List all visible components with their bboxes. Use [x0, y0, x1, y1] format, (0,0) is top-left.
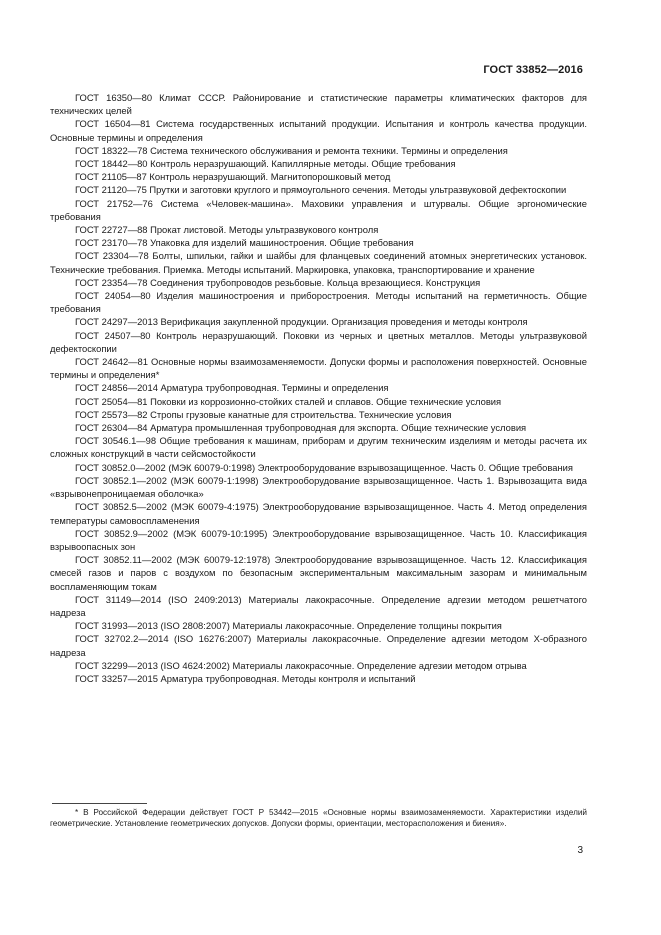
- reference-item: ГОСТ 30852.9—2002 (МЭК 60079-10:1995) Электрооборудование взрывозащищенное. Часть 10. Классификация взрывоопасных зон: [50, 527, 587, 552]
- reference-item: ГОСТ 30852.5—2002 (МЭК 60079-4:1975) Электрооборудование взрывозащищенное. Часть 4. Метод определения температуры самовоспламенения: [50, 501, 587, 526]
- normative-references-list: [50, 91, 587, 685]
- reference-item: ГОСТ 25054—81 Поковки из коррозионно-стойких сталей и сплавов. Общие технические условия: [75, 395, 502, 407]
- reference-item: ГОСТ 18322—78 Система технического обслуживания и ремонта техники. Термины и определения: [75, 144, 508, 156]
- reference-item: ГОСТ 23354—78 Соединения трубопроводов резьбовые. Кольца врезающиеся. Конструкция: [75, 276, 481, 288]
- reference-item: ГОСТ 32299—2013 (ISO 4624:2002) Материалы лакокрасочные. Определение адгезии методом отрыва: [75, 659, 527, 671]
- document-header: ГОСТ 33852—2016: [483, 64, 583, 76]
- page-number: 3: [577, 845, 583, 856]
- reference-item: ГОСТ 21120—75 Прутки и заготовки круглого и прямоугольного сечения. Методы ультразвуковой дефектоскопии: [75, 184, 567, 196]
- reference-item: ГОСТ 31149—2014 (ISO 2409:2013) Материалы лакокрасочные. Определение адгезии методом решетчатого надреза: [50, 593, 587, 618]
- reference-item: ГОСТ 24054—80 Изделия машиностроения и приборостроения. Методы испытаний на герметичность. Общие требования: [50, 290, 587, 315]
- reference-item: ГОСТ 30546.1—98 Общие требования к машинам, приборам и другим техническим изделиям и методы расчета их сложных конструкций в части сейсмостойкости: [50, 435, 587, 460]
- reference-item: ГОСТ 26304—84 Арматура промышленная трубопроводная для экспорта. Общие технические условия: [75, 422, 527, 434]
- reference-item: ГОСТ 16504—81 Система государственных испытаний продукции. Испытания и контроль качества продукции. Основные термины и определения: [50, 118, 587, 143]
- reference-item: ГОСТ 33257—2015 Арматура трубопроводная. Методы контроля и испытаний: [75, 672, 416, 684]
- reference-item: ГОСТ 31993—2013 (ISO 2808:2007) Материалы лакокрасочные. Определение толщины покрытия: [75, 620, 502, 632]
- reference-item: ГОСТ 30852.0—2002 (МЭК 60079-0:1998) Электрооборудование взрывозащищенное. Часть 0. Общие требования: [75, 461, 573, 473]
- reference-item: ГОСТ 23170—78 Упаковка для изделий машиностроения. Общие требования: [75, 237, 414, 249]
- reference-item: ГОСТ 21105—87 Контроль неразрушающий. Магнитопорошковый метод: [75, 171, 391, 183]
- reference-item: ГОСТ 24856—2014 Арматура трубопроводная. Термины и определения: [75, 382, 389, 394]
- reference-item: ГОСТ 24507—80 Контроль неразрушающий. Поковки из черных и цветных металлов. Методы ультразвуковой дефектоскопии: [50, 329, 587, 354]
- reference-item: ГОСТ 21752—76 Система «Человек-машина». Маховики управления и штурвалы. Общие эргономические требования: [50, 197, 587, 222]
- reference-item: ГОСТ 24642—81 Основные нормы взаимозаменяемости. Допуски формы и расположения поверхностей. Основные термины и определения*: [50, 356, 587, 381]
- reference-item: ГОСТ 32702.2—2014 (ISO 16276:2007) Материалы лакокрасочные. Определение адгезии методом Х-образного надреза: [50, 633, 587, 658]
- reference-item: ГОСТ 18442—80 Контроль неразрушающий. Капиллярные методы. Общие требования: [75, 158, 456, 170]
- reference-item: ГОСТ 22727—88 Прокат листовой. Методы ультразвукового контроля: [75, 224, 379, 236]
- footnote: * В Российской Федерации действует ГОСТ Р 53442—2015 «Основные нормы взаимозаменяемости. Характеристики изделий геометрические. Установление геометрических допусков. Допуски формы, ориентации, месторасположения и биения».: [50, 808, 587, 829]
- reference-item: ГОСТ 24297—2013 Верификация закупленной продукции. Организация проведения и методы контроля: [75, 316, 528, 328]
- reference-item: ГОСТ 16350—80 Климат СССР. Районирование и статистические параметры климатических факторов для технических целей: [50, 92, 587, 117]
- reference-item: ГОСТ 30852.11—2002 (МЭК 60079-12:1978) Электрооборудование взрывозащищенное. Часть 12. Классификация смесей газов и паров с воздухом по безопасным экспериментальным максимальным зазорам и минимальным воспламеняющим токам: [50, 554, 587, 592]
- footnote-divider: [52, 803, 147, 804]
- reference-item: ГОСТ 25573—82 Стропы грузовые канатные для строительства. Технические условия: [75, 408, 452, 420]
- reference-item: ГОСТ 23304—78 Болты, шпильки, гайки и шайбы для фланцевых соединений атомных энергетических установок. Технические требования. Приемка. Методы испытаний. Маркировка, упаковка, транспортирование и хранение: [50, 250, 587, 275]
- reference-item: ГОСТ 30852.1—2002 (МЭК 60079-1:1998) Электрооборудование взрывозащищенное. Часть 1. Взрывозащита вида «взрывонепроницаемая оболочка»: [50, 474, 587, 500]
